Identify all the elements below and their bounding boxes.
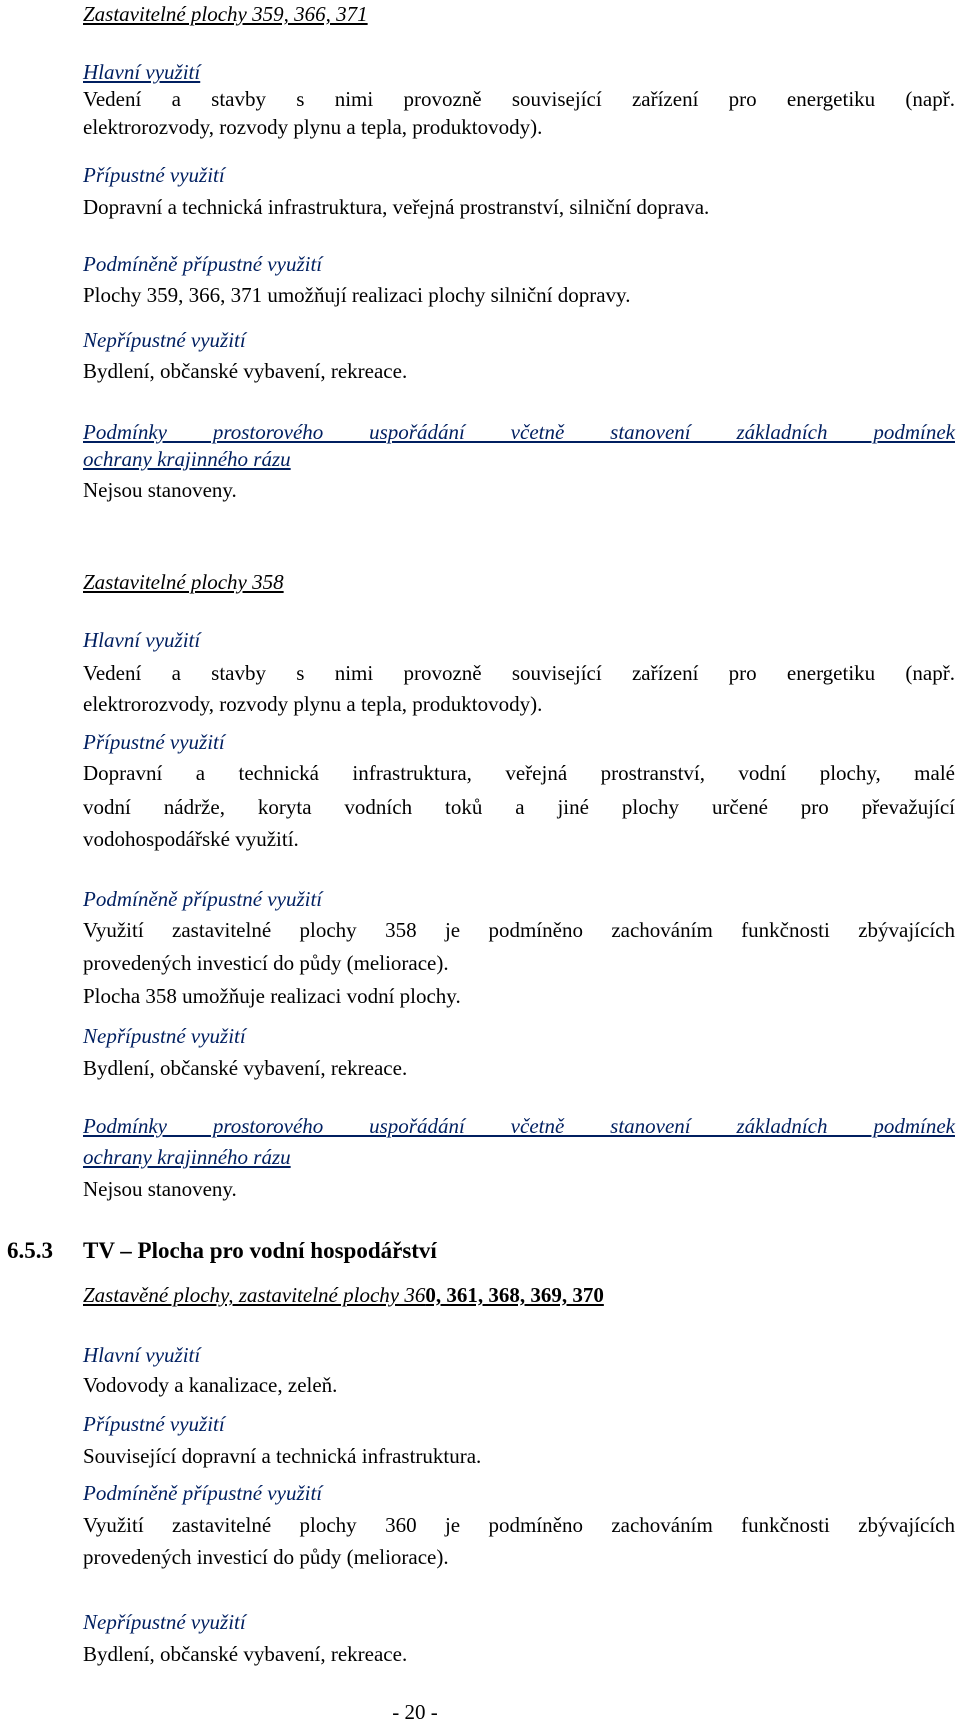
block1-conditions-label-1: Podmínky prostorového uspořádání včetně stanovení základních podmínek bbox=[83, 420, 955, 444]
block1-conditional-label: Podmíněně přípustné využití bbox=[83, 252, 323, 276]
block2-main-use-label: Hlavní využití bbox=[83, 628, 201, 652]
section-title: TV – Plocha pro vodní hospodářství bbox=[83, 1238, 437, 1263]
block1-conditions-label-2: ochrany krajinného rázu bbox=[83, 447, 291, 471]
block2-allowed-text-2: vodní nádrže, koryta vodních toků a jiné plochy určené pro převažující bbox=[83, 795, 955, 819]
block2-conditional-text-2: provedených investicí do půdy (meliorace). bbox=[83, 951, 449, 975]
block2-conditions-label-2: ochrany krajinného rázu bbox=[83, 1145, 291, 1169]
block2-allowed-text-1: Dopravní a technická infrastruktura, veřejná prostranství, vodní plochy, malé bbox=[83, 761, 955, 785]
section-forbidden-label: Nepřípustné využití bbox=[83, 1610, 246, 1634]
block1-conditions-text: Nejsou stanoveny. bbox=[83, 478, 237, 502]
block2-allowed-label: Přípustné využití bbox=[83, 730, 225, 754]
block1-forbidden-text: Bydlení, občanské vybavení, rekreace. bbox=[83, 359, 408, 383]
section-allowed-text: Související dopravní a technická infrastruktura. bbox=[83, 1444, 482, 1468]
section-forbidden-text: Bydlení, občanské vybavení, rekreace. bbox=[83, 1642, 408, 1666]
section-conditional-label: Podmíněně přípustné využití bbox=[83, 1481, 323, 1505]
block1-main-use-text-1: Vedení a stavby s nimi provozně související zařízení pro energetiku (např. bbox=[83, 87, 955, 111]
block2-forbidden-label: Nepřípustné využití bbox=[83, 1024, 246, 1048]
section-subheading-italic: Zastavěné plochy, zastavitelné plochy 36 bbox=[83, 1283, 426, 1307]
block1-allowed-text: Dopravní a technická infrastruktura, veřejná prostranství, silniční doprava. bbox=[83, 195, 710, 219]
block2-allowed-text-3: vodohospodářské využití. bbox=[83, 827, 299, 851]
block2-main-use-text-2: elektrorozvody, rozvody plynu a tepla, produktovody). bbox=[83, 692, 543, 716]
block2-conditions-label-1: Podmínky prostorového uspořádání včetně stanovení základních podmínek bbox=[83, 1114, 955, 1138]
block2-conditional-label: Podmíněně přípustné využití bbox=[83, 887, 323, 911]
block2-conditional-text-1: Využití zastavitelné plochy 358 je podmíněno zachováním funkčnosti zbývajících bbox=[83, 918, 955, 942]
block2-conditional-text-3: Plocha 358 umožňuje realizaci vodní plochy. bbox=[83, 984, 461, 1008]
section-conditional-text-1: Využití zastavitelné plochy 360 je podmíněno zachováním funkčnosti zbývajících bbox=[83, 1513, 955, 1537]
block2-conditions-text: Nejsou stanoveny. bbox=[83, 1177, 237, 1201]
page-number: - 20 - bbox=[392, 1700, 438, 1724]
section-subheading bbox=[83, 1283, 604, 1307]
block2-main-use-text-1: Vedení a stavby s nimi provozně související zařízení pro energetiku (např. bbox=[83, 661, 955, 685]
section-number: 6.5.3 bbox=[7, 1238, 53, 1263]
section-subheading-bold: 0, 361, 368, 369, 370 bbox=[425, 1283, 604, 1307]
block2-heading: Zastavitelné plochy 358 bbox=[83, 570, 284, 594]
block1-main-use-label: Hlavní využití bbox=[83, 60, 201, 84]
block1-conditional-text: Plochy 359, 366, 371 umožňují realizaci plochy silniční dopravy. bbox=[83, 283, 631, 307]
block2-forbidden-text: Bydlení, občanské vybavení, rekreace. bbox=[83, 1056, 408, 1080]
section-conditional-text-2: provedených investicí do půdy (meliorace). bbox=[83, 1545, 449, 1569]
block1-main-use-text-2: elektrorozvody, rozvody plynu a tepla, produktovody). bbox=[83, 115, 543, 139]
section-allowed-label: Přípustné využití bbox=[83, 1412, 225, 1436]
block1-allowed-label: Přípustné využití bbox=[83, 163, 225, 187]
block1-forbidden-label: Nepřípustné využití bbox=[83, 328, 246, 352]
section-main-use-text: Vodovody a kanalizace, zeleň. bbox=[83, 1373, 338, 1397]
block1-heading: Zastavitelné plochy 359, 366, 371 bbox=[83, 2, 368, 26]
section-main-use-label: Hlavní využití bbox=[83, 1343, 201, 1367]
